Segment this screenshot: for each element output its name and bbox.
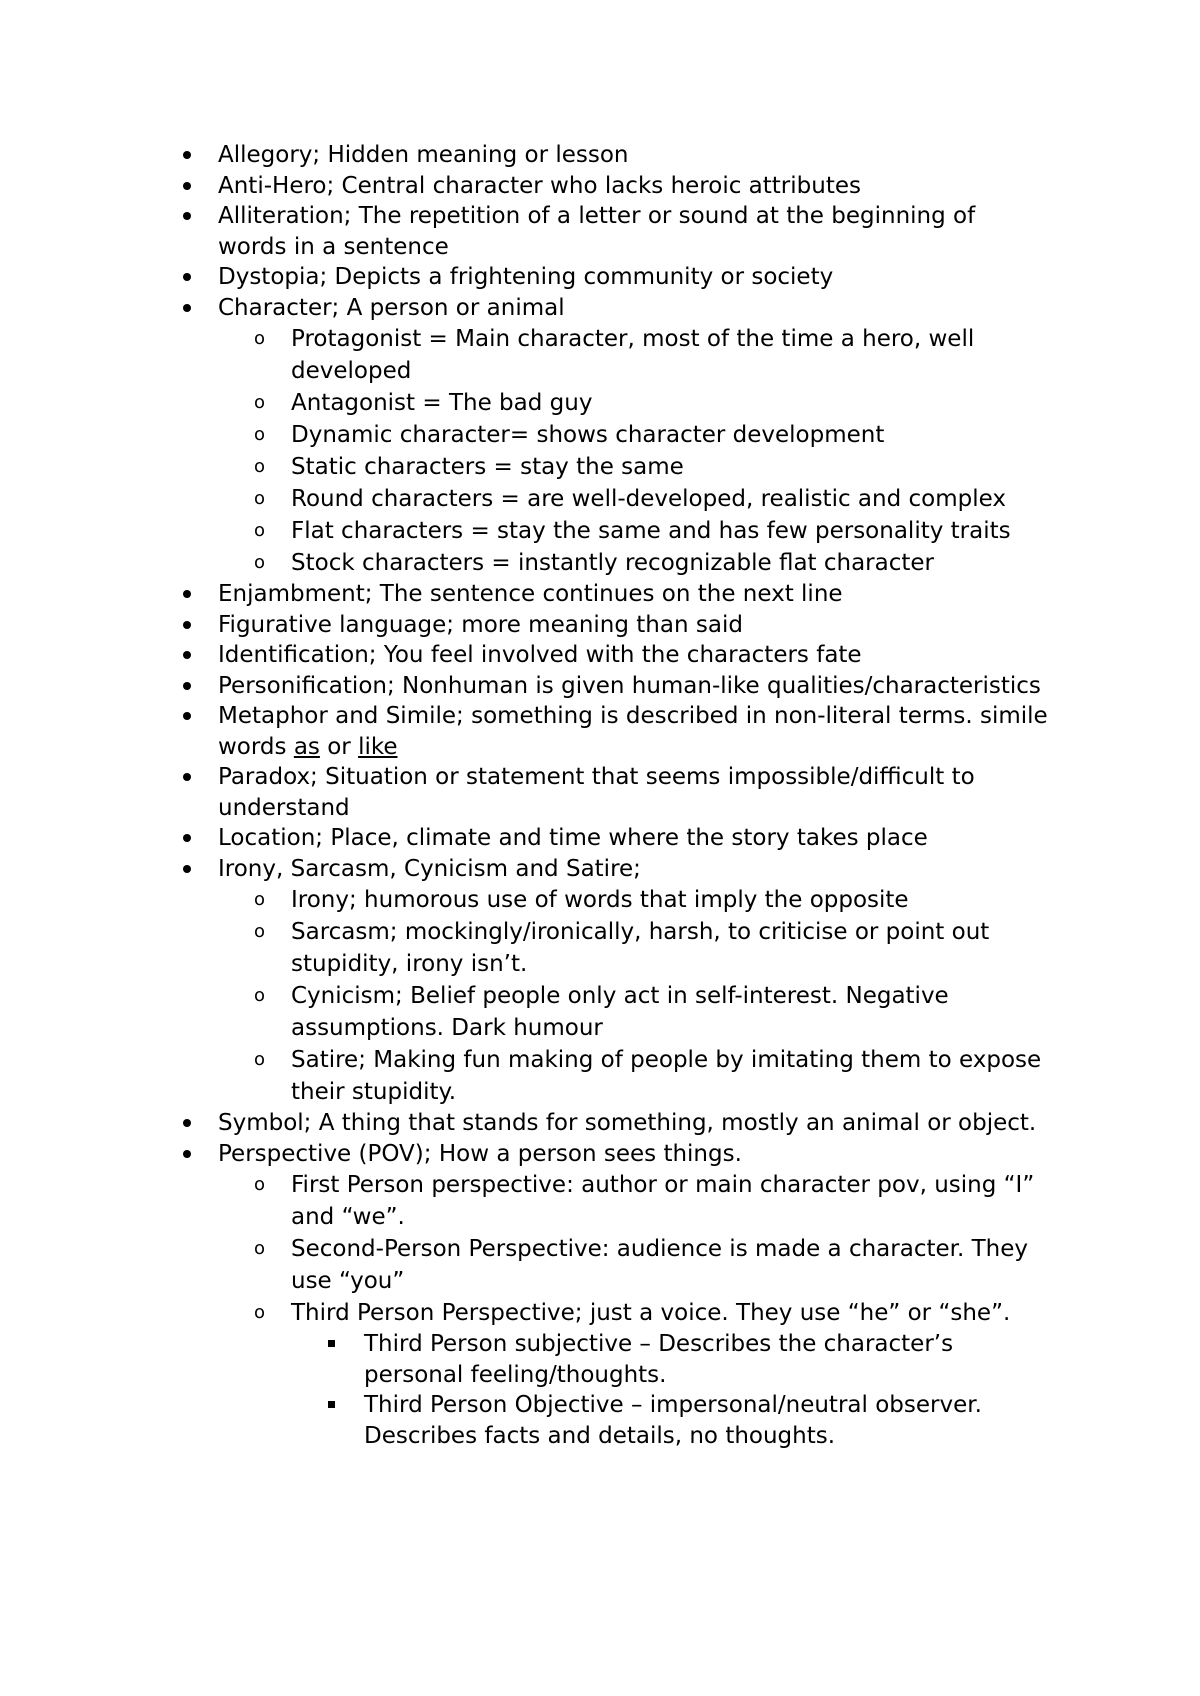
list-item-text: Perspective (POV); How a person sees things. bbox=[218, 1140, 742, 1167]
list-item-level-2 bbox=[0, 323, 1051, 387]
list-item-level-1 bbox=[0, 293, 1048, 324]
list-item-text: Dynamic character= shows character development bbox=[291, 422, 885, 448]
underlined-word: as bbox=[293, 733, 320, 760]
bullet-circle-icon: o bbox=[254, 1238, 266, 1259]
bullet-dot-icon bbox=[183, 182, 191, 190]
bullet-dot-icon bbox=[183, 621, 191, 629]
list-item-level-1 bbox=[0, 701, 1048, 762]
bullet-dot-icon bbox=[183, 1150, 191, 1158]
list-item-text: Figurative language; more meaning than said bbox=[218, 611, 743, 638]
list-item-text: Paradox; Situation or statement that seems impossible/difficult to understand bbox=[218, 764, 975, 821]
list-item-level-1 bbox=[0, 201, 1048, 262]
list-item-level-3 bbox=[0, 1390, 1054, 1451]
list-item-level-1 bbox=[0, 1139, 1048, 1170]
list-item-text: Cynicism; Belief people only act in self-interest. Negative assumptions. Dark humour bbox=[291, 983, 949, 1041]
list-item-text: Enjambment; The sentence continues on the next line bbox=[218, 581, 843, 607]
bullet-square-icon bbox=[328, 1401, 335, 1408]
list-item-level-2 bbox=[0, 1297, 1051, 1329]
bullet-dot-icon bbox=[183, 651, 191, 659]
text-segment: Metaphor and Simile; something is described in non-literal terms. simile words bbox=[218, 703, 1048, 760]
list-item-level-1 bbox=[0, 640, 1048, 671]
list-item-text: Third Person Perspective; just a voice. They use “he” or “she”. bbox=[291, 1300, 1011, 1326]
glossary-list bbox=[0, 140, 1200, 1451]
list-item-text: Stock characters = instantly recognizable flat character bbox=[291, 550, 935, 576]
list-item-text: Static characters = stay the same bbox=[291, 454, 684, 480]
bullet-dot-icon bbox=[183, 834, 191, 842]
bullet-circle-icon: o bbox=[254, 424, 266, 445]
list-item-text: Round characters = are well-developed, realistic and complex bbox=[291, 486, 1006, 512]
list-item-text: First Person perspective: author or main character pov, using “I” and “we”. bbox=[291, 1172, 1035, 1230]
list-item-level-1 bbox=[0, 140, 1048, 171]
list-item-level-2 bbox=[0, 515, 1051, 547]
bullet-dot-icon bbox=[183, 773, 191, 781]
bullet-circle-icon: o bbox=[254, 488, 266, 509]
list-item-level-3 bbox=[0, 1329, 1054, 1390]
list-item-text: Anti-Hero; Central character who lacks heroic attributes bbox=[218, 172, 861, 199]
list-item-text: Flat characters = stay the same and has few personality traits bbox=[291, 518, 1011, 544]
list-item-text: Character; A person or animal bbox=[218, 294, 565, 321]
list-item-level-1 bbox=[0, 171, 1048, 202]
bullet-dot-icon bbox=[183, 151, 191, 159]
list-item-level-2 bbox=[0, 547, 1051, 579]
underlined-word: like bbox=[358, 733, 398, 760]
bullet-square-icon bbox=[328, 1340, 335, 1347]
bullet-circle-icon: o bbox=[254, 392, 266, 413]
bullet-circle-icon: o bbox=[254, 520, 266, 541]
list-item-text: Third Person subjective – Describes the character’s personal feeling/thoughts. bbox=[364, 1331, 954, 1388]
bullet-dot-icon bbox=[183, 212, 191, 220]
list-item-text: Personification; Nonhuman is given human-like qualities/characteristics bbox=[218, 672, 1041, 699]
list-item-level-2 bbox=[0, 419, 1051, 451]
bullet-circle-icon: o bbox=[254, 328, 266, 349]
bullet-circle-icon: o bbox=[254, 1302, 266, 1323]
list-item-level-2 bbox=[0, 1169, 1051, 1233]
list-item-level-2 bbox=[0, 884, 1051, 916]
list-item-level-2 bbox=[0, 980, 1051, 1044]
bullet-dot-icon bbox=[183, 590, 191, 598]
list-item-level-1 bbox=[0, 823, 1048, 854]
bullet-dot-icon bbox=[183, 273, 191, 281]
list-item-text: Location; Place, climate and time where the story takes place bbox=[218, 825, 928, 851]
list-item-text: Antagonist = The bad guy bbox=[291, 390, 593, 416]
list-item-text: Alliteration; The repetition of a letter or sound at the beginning of words in a sentence bbox=[218, 203, 976, 260]
list-item-text: Satire; Making fun making of people by imitating them to expose their stupidity. bbox=[291, 1047, 1042, 1105]
list-item-level-2 bbox=[0, 916, 1051, 980]
list-item-level-2 bbox=[0, 1233, 1051, 1297]
list-item-level-2 bbox=[0, 451, 1051, 483]
bullet-dot-icon bbox=[183, 1119, 191, 1127]
list-item-text: Irony, Sarcasm, Cynicism and Satire; bbox=[218, 855, 641, 882]
list-item-text: Symbol; A thing that stands for something, mostly an animal or object. bbox=[218, 1110, 1037, 1136]
document-page bbox=[0, 140, 1200, 1451]
bullet-circle-icon: o bbox=[254, 889, 266, 910]
bullet-dot-icon bbox=[183, 304, 191, 312]
bullet-dot-icon bbox=[183, 712, 191, 720]
list-item-text: Sarcasm; mockingly/ironically, harsh, to criticise or point out stupidity, irony isn’t. bbox=[291, 919, 990, 977]
list-item-level-2 bbox=[0, 1044, 1051, 1108]
list-item-level-2 bbox=[0, 483, 1051, 515]
bullet-dot-icon bbox=[183, 682, 191, 690]
list-item-level-1 bbox=[0, 262, 1048, 293]
bullet-dot-icon bbox=[183, 865, 191, 873]
list-item-text: Identification; You feel involved with the characters fate bbox=[218, 642, 862, 668]
list-item-text: Third Person Objective – impersonal/neutral observer. Describes facts and details, no thoughts. bbox=[364, 1392, 982, 1449]
bullet-circle-icon: o bbox=[254, 985, 266, 1006]
bullet-circle-icon: o bbox=[254, 1049, 266, 1070]
bullet-circle-icon: o bbox=[254, 1174, 266, 1195]
list-item-level-1 bbox=[0, 671, 1048, 702]
list-item-level-1 bbox=[0, 610, 1048, 641]
list-item-text: Dystopia; Depicts a frightening community or society bbox=[218, 264, 834, 290]
list-item-level-1 bbox=[0, 854, 1048, 885]
list-item-text bbox=[218, 703, 1048, 760]
list-item-level-2 bbox=[0, 387, 1051, 419]
list-item-text: Irony; humorous use of words that imply the opposite bbox=[291, 887, 909, 913]
list-item-level-1 bbox=[0, 1108, 1048, 1139]
bullet-circle-icon: o bbox=[254, 921, 266, 942]
bullet-circle-icon: o bbox=[254, 456, 266, 477]
list-item-text: Allegory; Hidden meaning or lesson bbox=[218, 142, 629, 168]
bullet-circle-icon: o bbox=[254, 552, 266, 573]
list-item-level-1 bbox=[0, 762, 1048, 823]
list-item-text: Protagonist = Main character, most of the time a hero, well developed bbox=[291, 326, 975, 384]
list-item-text: Second-Person Perspective: audience is made a character. They use “you” bbox=[291, 1236, 1028, 1294]
list-item-level-1 bbox=[0, 579, 1048, 610]
text-segment: or bbox=[319, 733, 359, 760]
